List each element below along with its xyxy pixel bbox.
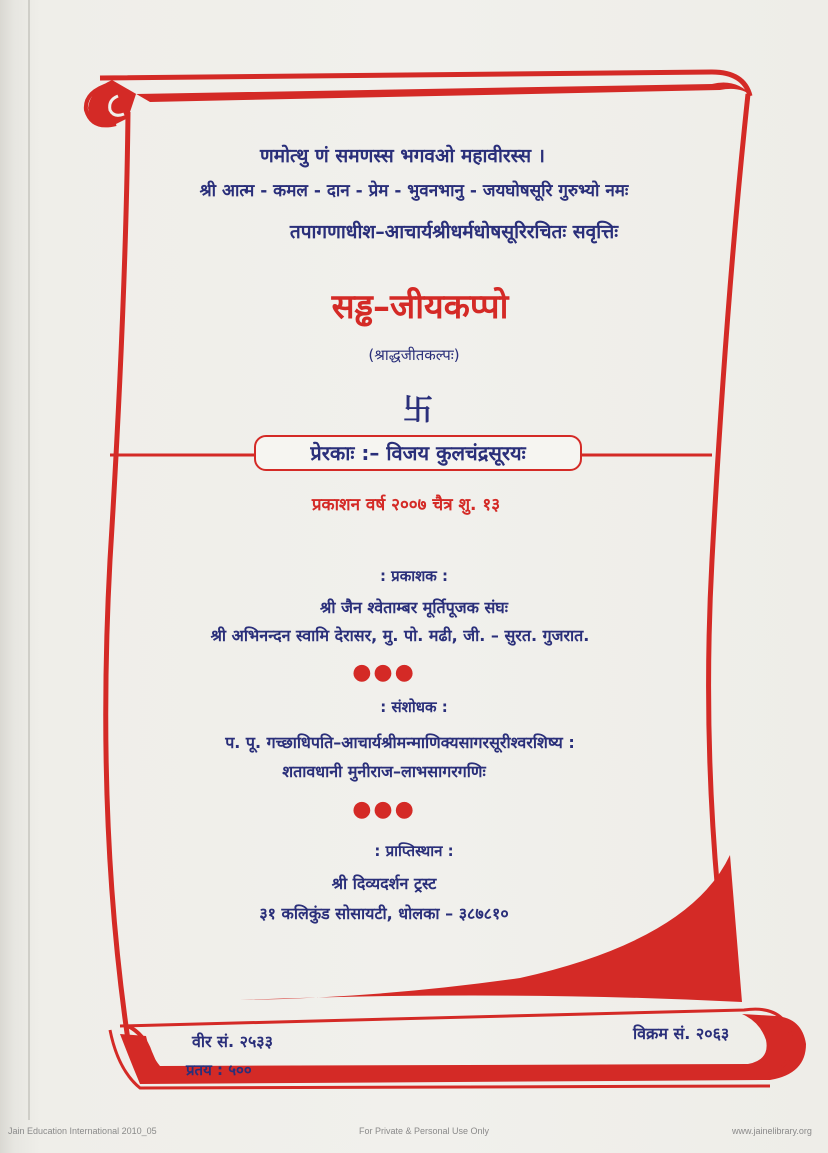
availability-name: श्री दिव्यदर्शन ट्रस्ट <box>331 874 437 893</box>
vikram-samvat: विक्रम सं. २०६३ <box>633 1024 730 1043</box>
footer-center: For Private & Personal Use Only <box>359 1126 490 1136</box>
footer-right-link[interactable]: www.jainelibrary.org <box>732 1126 812 1136</box>
separator-dots: ●●● <box>352 797 416 822</box>
book-subtitle: (श्राद्धजीतकल्पः) <box>368 346 460 364</box>
availability-heading: : प्राप्तिस्थान : <box>374 842 454 860</box>
publisher-address: श्री अभिनन्दन स्वामि देरासर, मु. पो. मढी, जी. – सुरत. गुजरात. <box>210 626 590 645</box>
availability-address: ३१ कलिकुंड सोसायटी, धोलका – ३८७८१० <box>259 904 509 923</box>
publisher-heading: : प्रकाशक : <box>379 567 449 585</box>
separator-dots: ●●● <box>352 660 416 685</box>
header-line-1: णमोत्थु णं समणस्स भगवओ महावीरस्स । <box>260 145 545 167</box>
footer-left: Jain Education International 2010_05 <box>8 1126 157 1136</box>
book-title: सड्ढ–जीयकप्पो <box>331 287 509 327</box>
publisher-name: श्री जैन श्वेताम्बर मूर्तिपूजक संघः <box>320 598 508 617</box>
inspirer-box: प्रेरकाः :– विजय कुलचंद्रसूरयः <box>254 435 582 471</box>
editor-line-1: प. पू. गच्छाधिपति–आचार्यश्रीमन्माणिक्यसागरसूरीश्वरशिष्य : <box>225 733 575 752</box>
header-line-2: श्री आत्म - कमल - दान - प्रेम - भुवनभानु - जयघोषसूरि गुरुभ्यो नमः <box>199 181 629 201</box>
editor-line-2: शतावधानी मुनीराज–लाभसागरगणिः <box>282 762 486 781</box>
scroll-top-roll <box>88 80 752 126</box>
publication-year: प्रकाशन वर्ष २००७ चैत्र शु. १३ <box>311 495 501 515</box>
editor-heading: : संशोधक : <box>380 698 448 716</box>
swastika-icon: 卐 <box>403 393 433 428</box>
veer-samvat: वीर सं. २५३३ <box>192 1032 273 1051</box>
header-line-3: तपागणाधीश–आचार्यश्रीधर्मधोषसूरिरचितः सवृत्तिः <box>289 221 619 243</box>
copies-count: प्रतय : ५०० <box>186 1061 252 1079</box>
